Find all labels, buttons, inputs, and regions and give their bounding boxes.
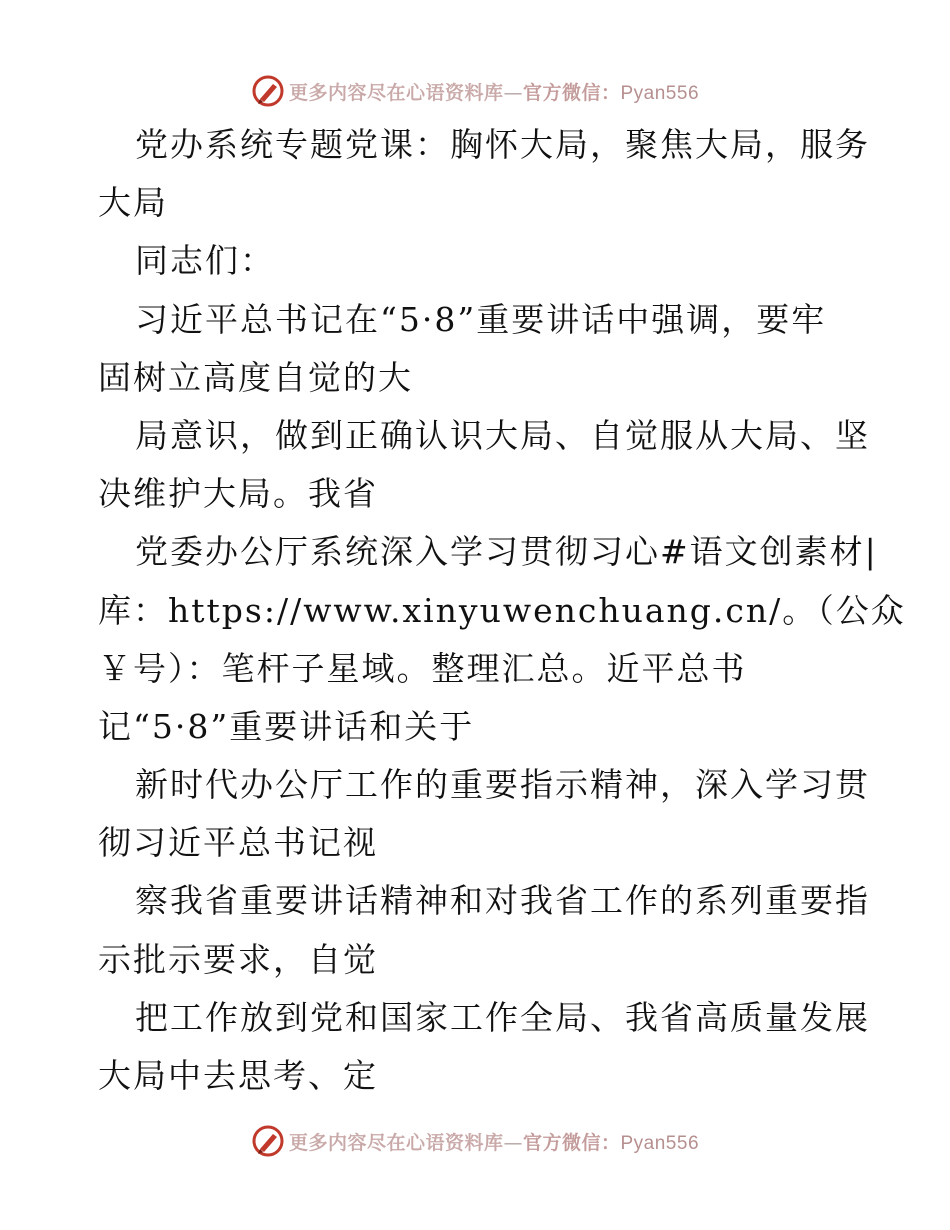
document-body <box>98 116 906 1105</box>
text-line: 党委办公厅系统深入学习贯彻习心#语文创素材| <box>135 532 878 572</box>
text-line: 记“5·8”重要讲话和关于 <box>98 706 475 746</box>
text-line: 大局 <box>98 183 168 223</box>
text-line: 库：https://www.xinyuwenchuang.cn/。（公众 <box>98 590 906 630</box>
text-line: 示批示要求，自觉 <box>98 939 378 979</box>
pen-logo-icon <box>251 74 285 108</box>
text-line: 把工作放到党和国家工作全局、我省高质量发展 <box>135 997 870 1037</box>
watermark-separator: — <box>503 81 523 104</box>
footer-watermark <box>0 1121 950 1161</box>
text-line: 新时代办公厅工作的重要指示精神，深入学习贯 <box>135 765 870 805</box>
text-line: 大局中去思考、定 <box>98 1056 378 1095</box>
watermark-wechat-label: 官方微信： <box>522 81 621 104</box>
text-line: 党办系统专题党课：胸怀大局，聚焦大局，服务 <box>135 125 870 164</box>
watermark-main: 更多内容尽在心语资料库 <box>288 81 504 104</box>
text-line: 局意识，做到正确认识大局、自觉服从大局、坚 <box>135 415 870 455</box>
watermark-wechat-label: 官方微信： <box>522 1131 621 1154</box>
watermark-text <box>289 1128 699 1155</box>
pen-logo-icon <box>251 1124 285 1158</box>
header-watermark <box>0 71 950 111</box>
watermark-separator: — <box>503 1131 523 1154</box>
watermark-wechat-id: Pyan556 <box>620 82 700 104</box>
text-line: ￥号）：笔杆子星域。整理汇总。近平总书 <box>98 648 747 688</box>
watermark-main: 更多内容尽在心语资料库 <box>288 1131 504 1154</box>
watermark-wechat-id: Pyan556 <box>620 1132 700 1154</box>
text-line: 决维护大局。我省 <box>98 474 378 514</box>
text-line: 习近平总书记在“5·8”重要讲话中强调，要牢 <box>135 299 827 339</box>
text-line: 察我省重要讲话精神和对我省工作的系列重要指 <box>135 881 870 921</box>
text-line: 固树立高度自觉的大 <box>98 357 413 397</box>
text-line: 彻习近平总书记视 <box>98 823 378 863</box>
watermark-text <box>289 78 699 105</box>
text-line: 同志们： <box>135 241 275 281</box>
